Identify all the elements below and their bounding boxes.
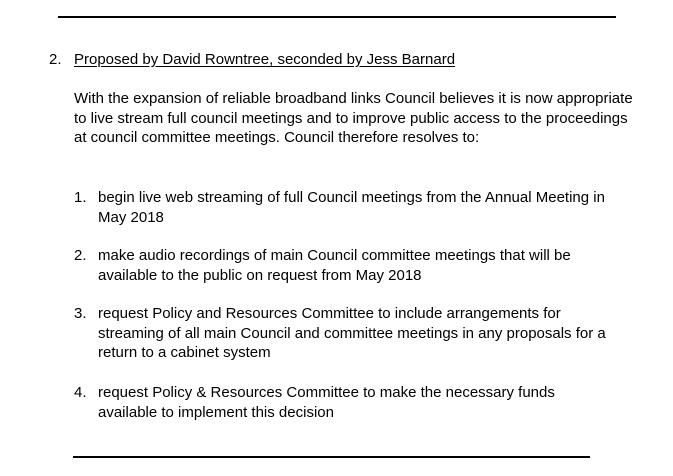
resolution-number: 4. [74, 384, 87, 401]
resolution-text: request Policy and Resources Committee to include arrangements for streaming of all main Council and committee meetings in any proposals for a return to a cabinet system [98, 305, 606, 361]
motion-number: 2. [49, 51, 62, 68]
motion-body: With the expansion of reliable broadband links Council believes it is now appropriate to live stream full council meetings and to improve public access to the proceedings at council committee meetings. Council therefore resolves to: [74, 90, 633, 146]
resolution-text: begin live web streaming of full Council meetings from the Annual Meeting in May 2018 [98, 189, 605, 226]
resolution-text: make audio recordings of main Council committee meetings that will be available to the public on request from May 2018 [98, 247, 571, 284]
motion-heading: Proposed by David Rowntree, seconded by Jess Barnard [74, 51, 456, 68]
bottom-divider [73, 456, 590, 458]
top-divider [58, 16, 616, 18]
resolution-number: 3. [74, 305, 87, 322]
resolution-text: request Policy & Resources Committee to make the necessary funds available to implement this decision [98, 384, 555, 421]
resolution-item-1 [74, 188, 634, 227]
resolution-item-4 [74, 383, 634, 422]
resolution-number: 2. [74, 247, 87, 264]
resolution-number: 1. [74, 189, 87, 206]
resolution-item-3 [74, 304, 634, 363]
resolution-item-2 [74, 246, 634, 285]
